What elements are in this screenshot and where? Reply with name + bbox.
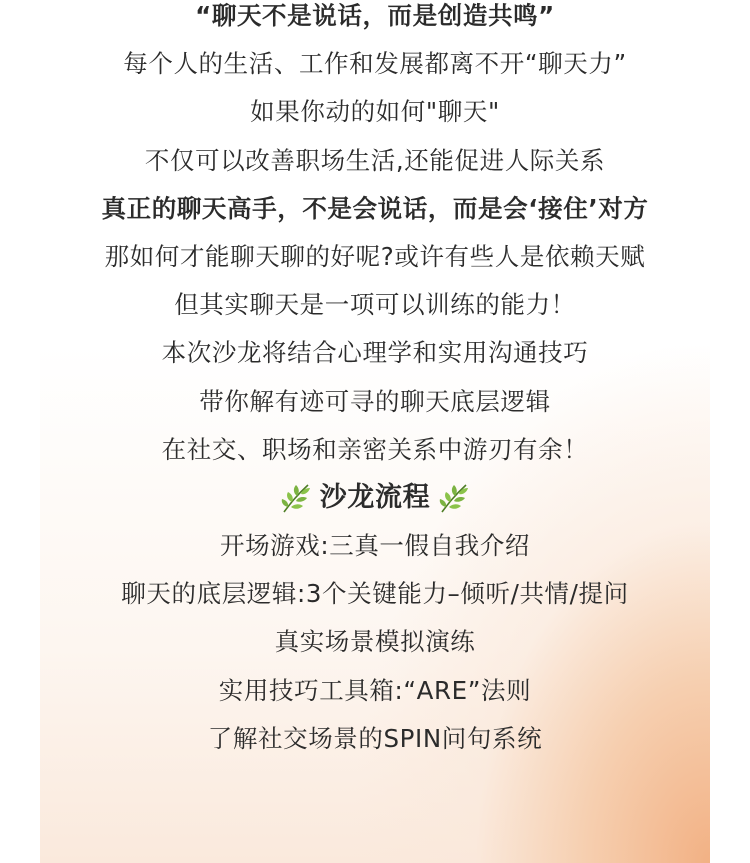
text-line: 那如何才能聊天聊的好呢?或许有些人是依赖天赋 (104, 241, 646, 271)
text-line: 带你解有迹可寻的聊天底层逻辑 (199, 386, 551, 416)
article-content (40, 0, 710, 763)
text-line: 如果你动的如何"聊天" (250, 97, 500, 127)
quote-title: “聊天不是说话，而是创造共鸣” (195, 1, 555, 30)
agenda-item: 实用技巧工具箱:“ARE”法则 (218, 675, 532, 705)
herb-leaf-icon (436, 480, 472, 516)
agenda-item: 了解社交场景的SPIN问句系统 (207, 723, 543, 753)
document-page (40, 0, 710, 863)
herb-leaf-icon (278, 480, 314, 516)
text-line: 每个人的生活、工作和发展都离不开“聊天力” (123, 49, 627, 79)
section-heading (40, 474, 710, 522)
agenda-item: 聊天的底层逻辑:3个关键能力–倾听/共情/提问 (121, 579, 629, 609)
text-line: 本次沙龙将结合心理学和实用沟通技巧 (161, 338, 589, 368)
section-title: 沙龙流程 (319, 481, 431, 513)
text-line: 但其实聊天是一项可以训练的能力！ (174, 290, 576, 320)
text-line: 不仅可以改善职场生活,还能促进人际关系 (144, 145, 606, 175)
agenda-item: 开场游戏:三真一假自我介绍 (219, 531, 531, 561)
text-line: 在社交、职场和亲密关系中游刃有余！ (161, 434, 589, 464)
bold-statement: 真正的聊天高手，不是会说话，而是会‘接住’对方 (101, 193, 649, 223)
agenda-item: 真实场景模拟演练 (274, 627, 476, 657)
